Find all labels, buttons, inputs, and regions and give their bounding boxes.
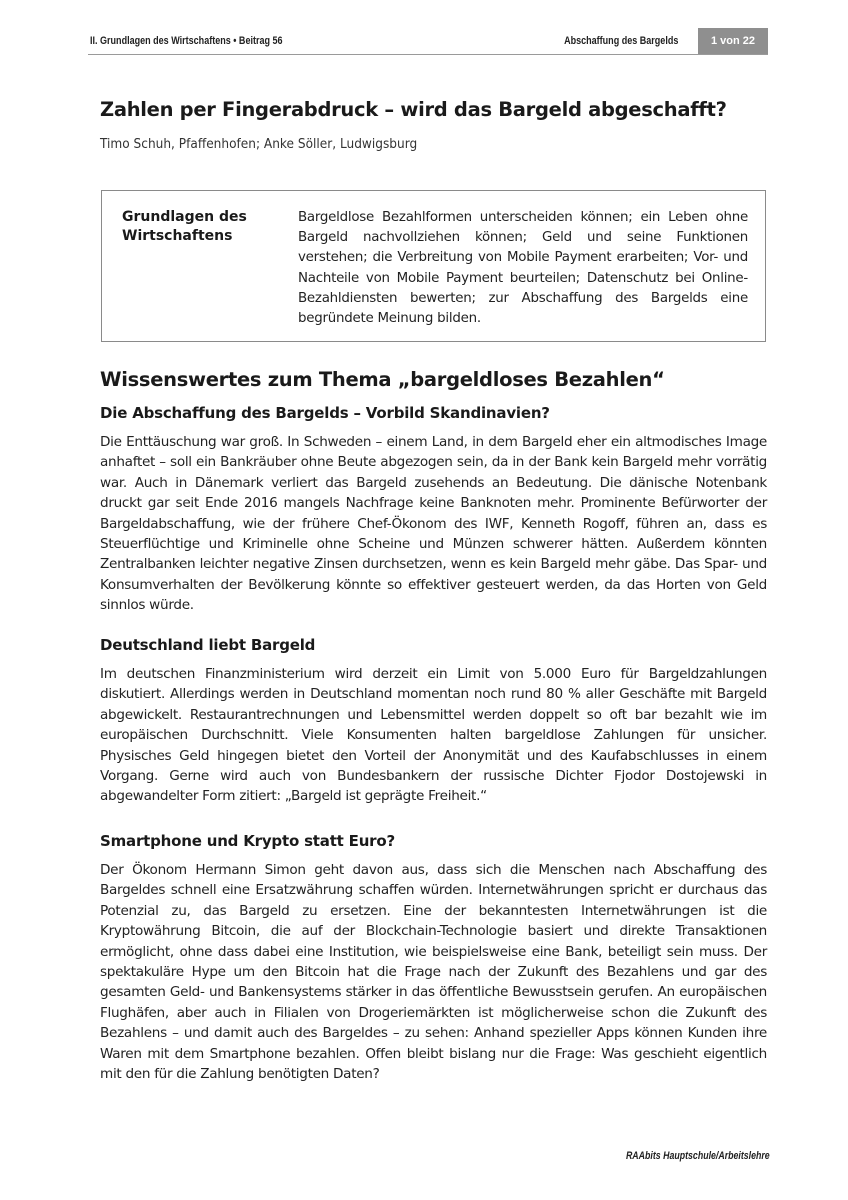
goals-label: Grundlagen des Wirtschaftens xyxy=(122,209,247,244)
subsection-heading-krypto: Smartphone und Krypto statt Euro? xyxy=(100,832,395,850)
document-title: Zahlen per Fingerabdruck – wird das Bargeld abgeschafft? xyxy=(100,98,727,121)
subsection-heading-skandinavien: Die Abschaffung des Bargelds – Vorbild Skandinavien? xyxy=(100,404,550,422)
subsection-heading-deutschland: Deutschland liebt Bargeld xyxy=(100,636,316,654)
learning-goals-box xyxy=(101,190,766,342)
publisher-footer: RAAbits Hauptschule/Arbeitslehre xyxy=(626,1150,770,1162)
running-header xyxy=(88,28,768,55)
paragraph-skandinavien: Die Enttäuschung war groß. In Schweden – einem Land, in dem Bargeld eher ein altmodisches Image anhaftet – soll ein Bankräuber ohne Beute abgezogen sein, da in der Bank kein Bargeld mehr vorrätig war. Auch in Dänemark verliert das Bargeld zusehends an Bedeutung. Die dänische Notenbank druckt gar seit Ende 2016 mangels Nachfrage keine Banknoten mehr. Prominente Befürworter der Bargeldabschaffung, wie der frühere Chef-Ökonom des IWF, Kenneth Rogoff, führen an, dass es Steuerflüchtige und Kriminelle ohne Scheine und Münzen schwerer hätten. Außerdem könnten Zentralbanken leichter negative Zinsen durchsetzen, wenn es kein Bargeld mehr gäbe. Das Spar- und Konsumverhalten der Bevölkerung könnte so effektiver gesteuert werden, da das Horten von Geld sinnlos würde. xyxy=(100,434,767,614)
section-heading: Wissenswertes zum Thema „bargeldloses Bezahlen“ xyxy=(100,368,665,391)
page-number-badge: 1 von 22 xyxy=(698,28,768,54)
paragraph-krypto: Der Ökonom Hermann Simon geht davon aus, dass sich die Menschen nach Abschaffung des Bargeldes schnell eine Ersatzwährung schaffen würden. Internetwährungen spricht er durchaus das Potenzial zu, das Bargeld zu ersetzen. Eine der bekanntesten Internetwährungen ist die Kryptowährung Bitcoin, die auf der Blockchain-Technologie basiert und direkte Transaktionen ermöglicht, ohne dass dabei eine Institution, wie beispielsweise eine Bank, beteiligt sein muss. Der spektakuläre Hype um den Bitcoin hat die Frage nach der Zukunft des Bezahlens und gar des gesamten Geld- und Bankensystems stärker in das öffentliche Bewusstsein gerufen. An europäischen Flughäfen, aber auch in Filialen von Drogeriemärkten ist möglicherweise schon die Zukunft des Bezahlens – und damit auch des Bargeldes – zu sehen: Anhand spezieller Apps können Kunden ihre Waren mit dem Smartphone bezahlen. Offen bleibt bislang nur die Frage: Was geschieht eigentlich mit den für die Zahlung benötigten Daten? xyxy=(100,862,767,1083)
authors: Timo Schuh, Pfaffenhofen; Anke Söller, Ludwigsburg xyxy=(100,136,418,152)
header-topic: Abschaffung des Bargelds xyxy=(563,35,678,47)
header-series: II. Grundlagen des Wirtschaftens • Beitrag 56 xyxy=(90,35,283,47)
goals-text: Bargeldlose Bezahlformen unterscheiden können; ein Leben ohne Bargeld nachvollziehen können; Geld und seine Funktionen verstehen; die Verbreitung von Mobile Payment erarbeiten; Vor- und Nachteile von Mobile Payment beurteilen; Datenschutz bei Online-Bezahldiensten bewerten; zur Abschaffung des Bargelds eine begründete Meinung bilden. xyxy=(298,210,748,327)
paragraph-deutschland: Im deutschen Finanzministerium wird derzeit ein Limit von 5.000 Euro für Bargeldzahlungen diskutiert. Allerdings werden in Deutschland momentan noch rund 80 % aller Geschäfte mit Bargeld abgewickelt. Restaurantrechnungen und Lebensmittel werden doppelt so oft bar bezahlt wie im europäischen Durchschnitt. Viele Konsumenten halten bargeldlose Zahlungen für unsicher. Physisches Geld hingegen bietet den Vorteil der Anonymität und des Kaufabschlusses in einem Vorgang. Gerne wird auch von Bundesbankern der russische Dichter Fjodor Dostojewski in abgewandelter Form zitiert: „Bargeld ist geprägte Freiheit.“ xyxy=(100,666,767,805)
